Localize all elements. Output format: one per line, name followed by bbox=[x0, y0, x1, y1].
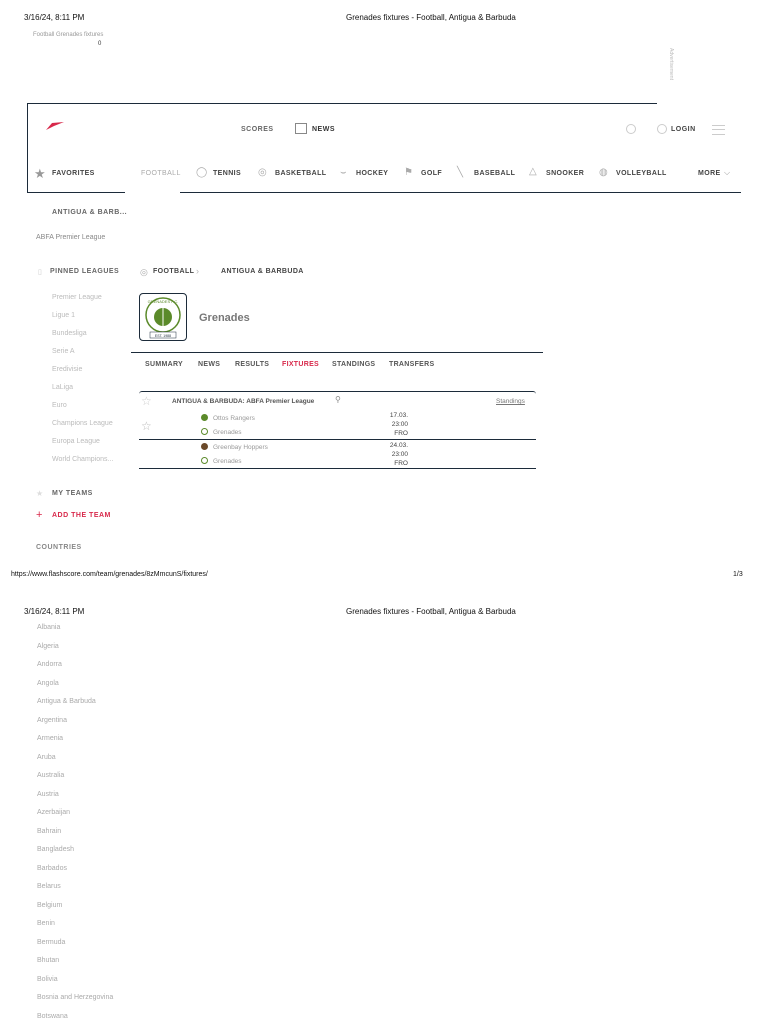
country-item[interactable]: Bosnia and Herzegovina bbox=[37, 994, 114, 1001]
match-date: 24.03. bbox=[389, 442, 408, 449]
country-item[interactable]: Australia bbox=[37, 772, 65, 779]
counter-zero: 0 bbox=[98, 41, 102, 47]
print-title: Grenades fixtures - Football, Antigua & Barbuda bbox=[346, 607, 516, 616]
match-status: FRO bbox=[394, 460, 408, 467]
country-item[interactable]: Azerbaijan bbox=[37, 809, 71, 816]
news-icon bbox=[295, 123, 307, 134]
pinned-league-item[interactable]: Eredivisie bbox=[52, 366, 83, 373]
countries-title: COUNTRIES bbox=[36, 544, 82, 551]
sport-volleyball[interactable]: VOLLEYBALL bbox=[616, 170, 667, 177]
sport-football[interactable]: FOOTBALL bbox=[141, 170, 181, 177]
svg-text:EST. 1988: EST. 1988 bbox=[154, 334, 172, 338]
tennis-icon: ◯ bbox=[196, 167, 208, 178]
sport-snooker[interactable]: SNOOKER bbox=[546, 170, 585, 177]
pinned-league-item[interactable]: Europa League bbox=[52, 438, 100, 445]
advertisement-label: Advertisement bbox=[668, 48, 674, 80]
print-datetime: 3/16/24, 8:11 PM bbox=[24, 13, 85, 22]
country-item[interactable]: Bermuda bbox=[37, 938, 66, 946]
team-name: Grenades bbox=[199, 312, 250, 324]
baseball-icon: ╲ bbox=[457, 167, 464, 178]
tab-news[interactable]: NEWS bbox=[198, 361, 221, 368]
pinned-league-item[interactable]: Ligue 1 bbox=[52, 312, 75, 319]
pinned-league-item[interactable]: World Champions... bbox=[52, 456, 114, 463]
login-button[interactable]: LOGIN bbox=[671, 126, 696, 133]
match-home: Ottos Rangers bbox=[213, 415, 255, 422]
team-crest-icon bbox=[201, 414, 208, 421]
country-item[interactable]: Aruba bbox=[37, 753, 56, 761]
pinned-league-item[interactable]: Euro bbox=[52, 402, 67, 409]
tab-summary[interactable]: SUMMARY bbox=[145, 361, 184, 368]
team-logo bbox=[139, 293, 187, 341]
match-time: 23:00 bbox=[391, 421, 408, 428]
sport-hockey[interactable]: HOCKEY bbox=[356, 170, 389, 177]
breadcrumb-country[interactable]: ANTIGUA & BARBUDA bbox=[221, 268, 304, 275]
print-page-number: 1/3 bbox=[733, 571, 743, 578]
breadcrumb-sport[interactable]: FOOTBALL bbox=[153, 268, 195, 275]
pin-league-icon[interactable]: ⚲ bbox=[335, 395, 341, 404]
chevron-down-icon: ⌵ bbox=[724, 168, 731, 177]
left-border bbox=[27, 103, 28, 193]
sport-baseball[interactable]: BASEBALL bbox=[474, 170, 516, 177]
league-name[interactable]: ANTIGUA & BARBUDA: ABFA Premier League bbox=[172, 398, 315, 405]
pinned-league-item[interactable]: Serie A bbox=[52, 348, 75, 355]
country-item[interactable]: Bolivia bbox=[37, 975, 58, 983]
country-item[interactable]: Bahrain bbox=[37, 827, 62, 835]
league-star-icon[interactable]: ☆ bbox=[141, 394, 152, 408]
team-crest-icon bbox=[201, 428, 208, 435]
match-away: Grenades bbox=[213, 458, 242, 465]
standings-link[interactable]: Standings bbox=[496, 398, 525, 405]
user-icon bbox=[657, 124, 667, 134]
match-divider bbox=[139, 468, 536, 469]
country-item[interactable]: Andorra bbox=[37, 661, 62, 668]
menu-icon[interactable] bbox=[712, 125, 725, 135]
team-crest-icon bbox=[201, 443, 208, 450]
pinned-league-item[interactable]: Bundesliga bbox=[52, 330, 87, 337]
print-title: Grenades fixtures - Football, Antigua & Barbuda bbox=[346, 13, 516, 22]
match-away: Grenades bbox=[213, 429, 242, 436]
country-item[interactable]: Albania bbox=[37, 624, 61, 631]
country-item[interactable]: Angola bbox=[37, 679, 59, 687]
news-link[interactable]: NEWS bbox=[312, 126, 335, 133]
sport-basketball[interactable]: BASKETBALL bbox=[275, 170, 327, 177]
team-divider bbox=[131, 352, 543, 353]
pinned-league-item[interactable]: Premier League bbox=[52, 294, 102, 301]
favorites-link[interactable]: FAVORITES bbox=[52, 170, 95, 177]
my-teams-title: MY TEAMS bbox=[52, 490, 93, 497]
breadcrumb-chevron-icon: › bbox=[196, 266, 199, 276]
hockey-icon: ⌣ bbox=[340, 167, 347, 178]
pinned-leagues-title: PINNED LEAGUES bbox=[50, 268, 120, 275]
nav-divider-left bbox=[27, 192, 125, 193]
snooker-icon: △ bbox=[529, 166, 537, 177]
print-url: https://www.flashscore.com/team/grenades/8zMmcunS/fixtures/ bbox=[11, 571, 208, 578]
sidebar-league[interactable]: ABFA Premier League bbox=[36, 234, 106, 241]
sport-tennis[interactable]: TENNIS bbox=[213, 170, 242, 177]
country-item[interactable]: Botswana bbox=[37, 1012, 68, 1020]
basketball-icon: ◎ bbox=[258, 167, 267, 178]
football-icon: ◎ bbox=[140, 267, 148, 277]
country-item[interactable]: Belarus bbox=[37, 883, 61, 890]
pinned-league-item[interactable]: Champions League bbox=[52, 420, 113, 427]
tab-results[interactable]: RESULTS bbox=[235, 361, 270, 368]
scores-link[interactable]: SCORES bbox=[241, 126, 274, 133]
country-item[interactable]: Barbados bbox=[37, 864, 67, 872]
tab-fixtures[interactable]: FIXTURES bbox=[282, 361, 320, 368]
tab-standings[interactable]: STANDINGS bbox=[332, 361, 376, 368]
flashscore-logo[interactable] bbox=[46, 119, 64, 137]
sport-golf[interactable]: GOLF bbox=[421, 170, 443, 177]
country-item[interactable]: Argentina bbox=[37, 716, 67, 724]
sidebar-country[interactable]: ANTIGUA & BARB... bbox=[52, 209, 128, 216]
print-datetime: 3/16/24, 8:11 PM bbox=[24, 607, 85, 616]
svg-text:GRENADES F.C.: GRENADES F.C. bbox=[147, 299, 179, 304]
header-top-divider bbox=[27, 103, 657, 104]
match-home: Greenbay Hoppers bbox=[213, 444, 268, 451]
country-item[interactable]: Bhutan bbox=[37, 957, 60, 964]
tab-transfers[interactable]: TRANSFERS bbox=[389, 361, 435, 368]
match-date: 17.03. bbox=[389, 412, 408, 419]
search-icon[interactable] bbox=[626, 124, 636, 134]
star-icon: ★ bbox=[34, 166, 46, 181]
country-item[interactable]: Benin bbox=[37, 920, 55, 927]
match-status: FRO bbox=[394, 430, 408, 437]
volleyball-icon: ◍ bbox=[599, 167, 608, 178]
team-crest-icon bbox=[201, 457, 208, 464]
country-item[interactable]: Bangladesh bbox=[37, 846, 74, 853]
country-item[interactable]: Algeria bbox=[37, 642, 59, 650]
match-divider bbox=[139, 439, 536, 440]
more-link[interactable]: MORE bbox=[698, 170, 721, 177]
league-row-border bbox=[139, 391, 536, 394]
plus-icon: + bbox=[36, 509, 43, 521]
country-item[interactable]: Armenia bbox=[37, 735, 64, 742]
breadcrumb-small: Football Grenades fixtures bbox=[33, 32, 104, 38]
pinned-league-item[interactable]: LaLiga bbox=[52, 384, 74, 391]
nav-divider-right bbox=[180, 192, 741, 193]
my-teams-star-icon: ★ bbox=[36, 489, 44, 498]
golf-icon: ⚑ bbox=[404, 167, 413, 178]
country-item[interactable]: Belgium bbox=[37, 901, 63, 909]
country-item[interactable]: Antigua & Barbuda bbox=[37, 698, 96, 705]
match-time: 23:00 bbox=[391, 451, 408, 458]
match-star-icon[interactable]: ☆ bbox=[141, 419, 152, 433]
country-item[interactable]: Austria bbox=[37, 790, 59, 798]
add-team-button[interactable]: ADD THE TEAM bbox=[52, 512, 111, 519]
match-datetime bbox=[376, 441, 408, 468]
pin-icon: ▯ bbox=[38, 269, 42, 276]
match-datetime bbox=[376, 411, 408, 438]
